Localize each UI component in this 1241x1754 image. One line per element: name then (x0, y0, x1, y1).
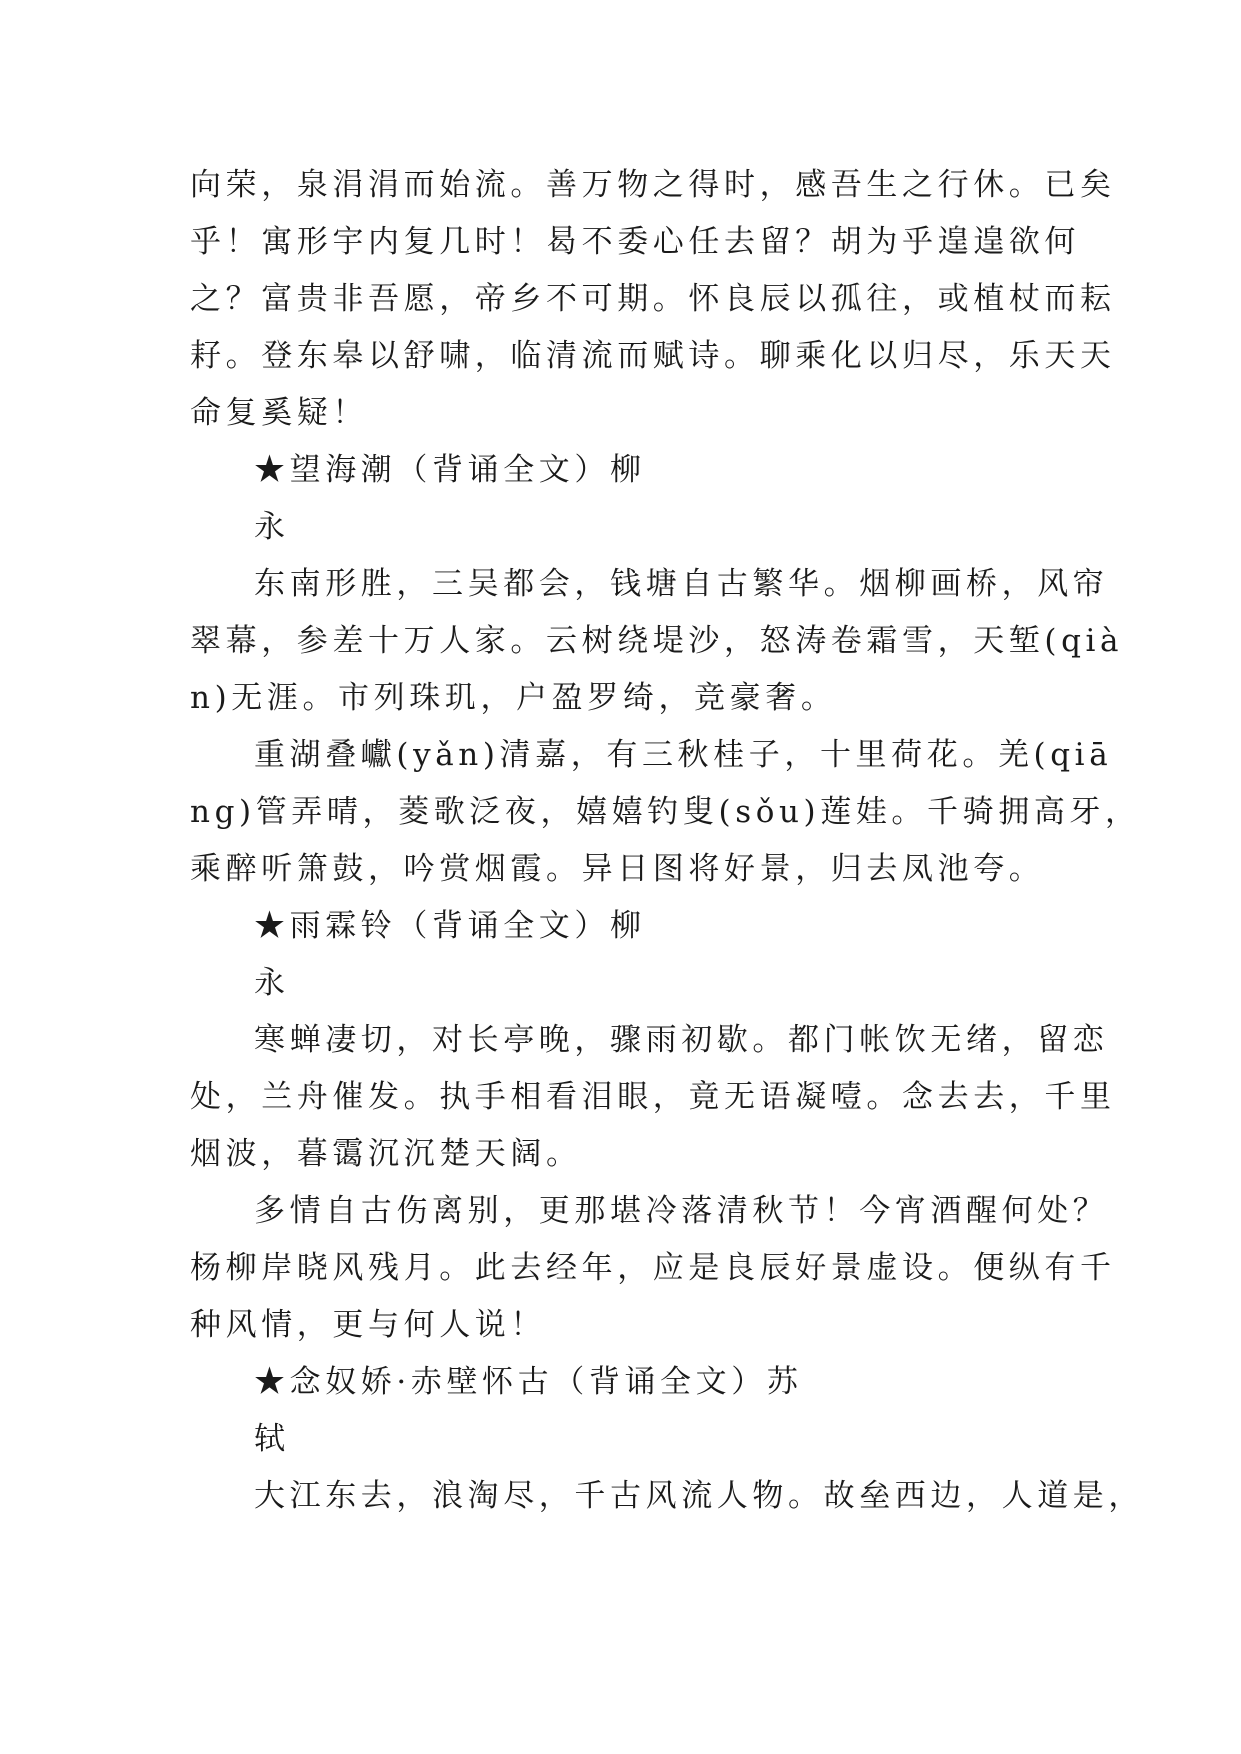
text-line: 寒蝉凄切，对长亭晚，骤雨初歇。都门帐饮无绪，留恋 (254, 1022, 1109, 1058)
text-line: 向荣，泉涓涓而始流。善万物之得时，感吾生之行休。已矣 (190, 167, 1116, 203)
text-line: 多情自古伤离别，更那堪冷落清秋节！今宵酒醒何处？ (254, 1193, 1109, 1229)
text-line: 大江东去，浪淘尽，千古风流人物。故垒西边，人道是， (254, 1478, 1144, 1514)
text-line: 烟波，暮霭沉沉楚天阔。 (190, 1136, 582, 1172)
text-line: 乘醉听箫鼓，吟赏烟霞。异日图将好景，归去凤池夸。 (190, 851, 1045, 887)
text-line: 东南形胜，三吴都会，钱塘自古繁华。烟柳画桥，风帘 (254, 566, 1109, 602)
text-line: n)无涯。市列珠玑，户盈罗绮，竞豪奢。 (190, 680, 837, 716)
text-line: 重湖叠巘(yǎn)清嘉，有三秋桂子，十里荷花。羌(qiā (254, 737, 1113, 773)
poem-author-continuation: 永 (254, 509, 290, 545)
text-line: 耔。登东皋以舒啸，临清流而赋诗。聊乘化以归尽，乐天天 (190, 338, 1116, 374)
text-line: 种风情，更与何人说！ (190, 1307, 546, 1343)
poem-heading: ★雨霖铃（背诵全文）柳 (254, 908, 646, 944)
poem-heading: ★望海潮（背诵全文）柳 (254, 452, 646, 488)
poem-author-continuation: 轼 (254, 1421, 290, 1457)
text-line: 翠幕，参差十万人家。云树绕堤沙，怒涛卷霜雪，天堑(qià (190, 623, 1124, 659)
text-line: 处，兰舟催发。执手相看泪眼，竟无语凝噎。念去去，千里 (190, 1079, 1116, 1115)
text-line: 杨柳岸晓风残月。此去经年，应是良辰好景虚设。便纵有千 (190, 1250, 1116, 1286)
text-line: ng)管弄晴，菱歌泛夜，嬉嬉钓叟(sǒu)莲娃。千骑拥高牙， (190, 794, 1141, 830)
text-line: 命复奚疑！ (190, 395, 368, 431)
text-line: 乎！寓形宇内复几时！曷不委心任去留？胡为乎遑遑欲何 (190, 224, 1080, 260)
text-line: 之？富贵非吾愿，帝乡不可期。怀良辰以孤往，或植杖而耘 (190, 281, 1116, 317)
poem-author-continuation: 永 (254, 965, 290, 1001)
poem-heading: ★念奴娇·赤壁怀古（背诵全文）苏 (254, 1364, 803, 1400)
